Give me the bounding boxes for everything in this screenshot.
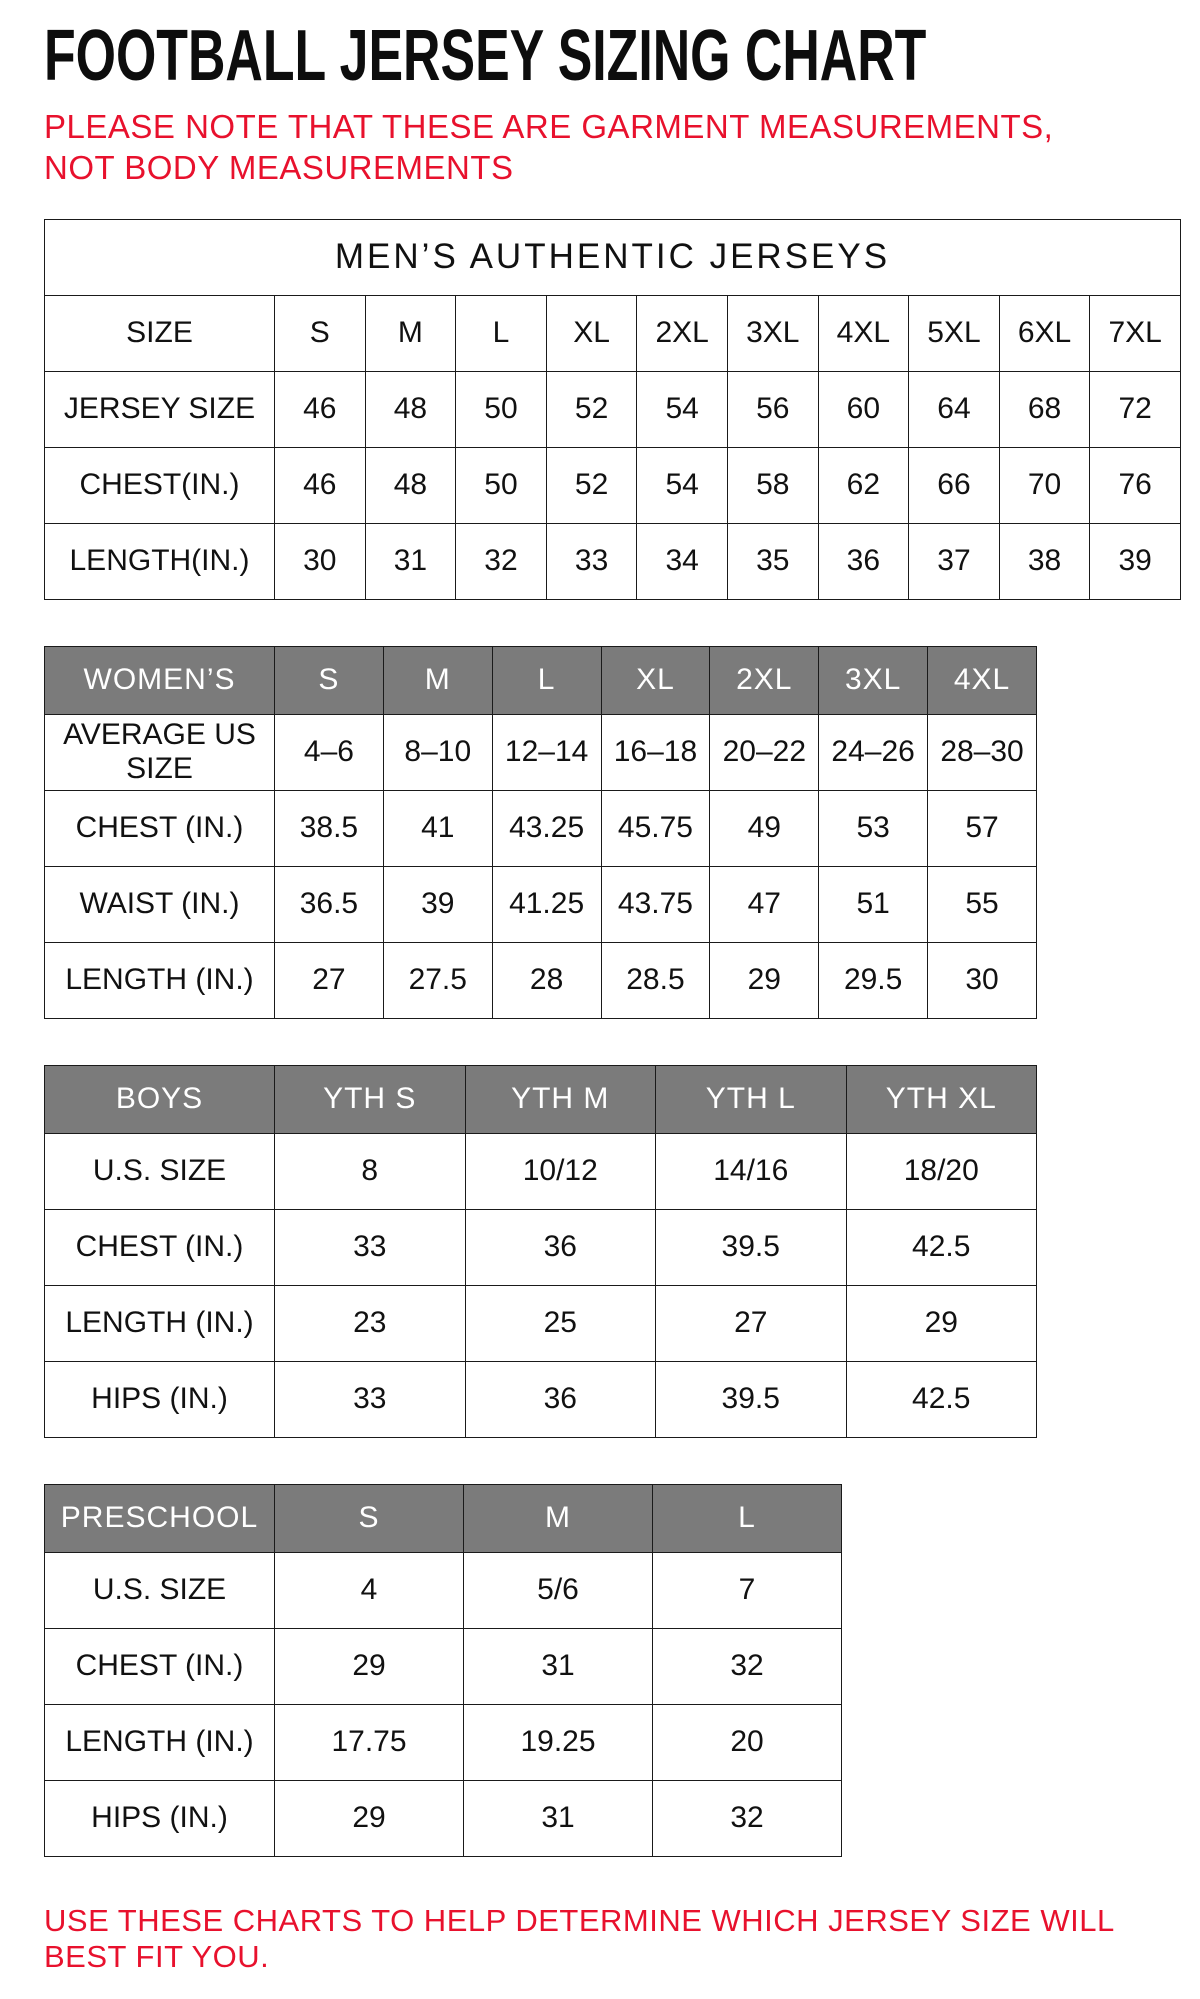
value-cell: 27 <box>656 1285 847 1361</box>
value-cell: 32 <box>456 523 547 599</box>
header-size-cell: 2XL <box>710 646 819 714</box>
value-cell: 28.5 <box>601 942 710 1018</box>
value-cell: 4–6 <box>275 714 384 790</box>
value-cell: 29 <box>275 1780 464 1856</box>
row-label-cell: LENGTH (IN.) <box>45 1285 275 1361</box>
value-cell: 37 <box>909 523 1000 599</box>
row-label-cell: AVERAGE US SIZE <box>45 714 275 790</box>
value-cell: 18/20 <box>846 1133 1037 1209</box>
value-cell: 39.5 <box>656 1209 847 1285</box>
value-cell: 41.25 <box>492 866 601 942</box>
value-cell: 29.5 <box>819 942 928 1018</box>
value-cell: 31 <box>365 523 456 599</box>
table-row <box>45 714 1037 790</box>
value-cell: 50 <box>456 371 547 447</box>
value-cell: 25 <box>465 1285 656 1361</box>
header-size-cell: 3XL <box>819 646 928 714</box>
value-cell: 23 <box>275 1285 466 1361</box>
value-cell: 42.5 <box>846 1361 1037 1437</box>
header-size-cell: L <box>492 646 601 714</box>
header-size-cell: YTH L <box>656 1065 847 1133</box>
value-cell: 48 <box>365 447 456 523</box>
value-cell: 55 <box>928 866 1037 942</box>
header-size-cell: L <box>653 1484 842 1552</box>
header-label-cell: BOYS <box>45 1065 275 1133</box>
value-cell: 68 <box>999 371 1090 447</box>
value-cell: 54 <box>637 371 728 447</box>
value-cell: 66 <box>909 447 1000 523</box>
table-row <box>45 942 1037 1018</box>
value-cell: 29 <box>710 942 819 1018</box>
value-cell: 6XL <box>999 295 1090 371</box>
value-cell: 36.5 <box>275 866 384 942</box>
page-title: FOOTBALL JERSEY SIZING CHART <box>44 16 927 96</box>
value-cell: 60 <box>818 371 909 447</box>
value-cell: 76 <box>1090 447 1181 523</box>
table-row <box>45 1552 842 1628</box>
value-cell: 32 <box>653 1628 842 1704</box>
header-size-cell: S <box>275 646 384 714</box>
header-label-cell: PRESCHOOL <box>45 1484 275 1552</box>
banner-row <box>45 219 1181 295</box>
value-cell: 33 <box>546 523 637 599</box>
table-row <box>45 1704 842 1780</box>
value-cell: 33 <box>275 1361 466 1437</box>
value-cell: 52 <box>546 371 637 447</box>
value-cell: 33 <box>275 1209 466 1285</box>
value-cell: L <box>456 295 547 371</box>
value-cell: 3XL <box>727 295 818 371</box>
row-label-cell: CHEST (IN.) <box>45 1628 275 1704</box>
header-size-cell: YTH XL <box>846 1065 1037 1133</box>
value-cell: 29 <box>846 1285 1037 1361</box>
value-cell: 27 <box>275 942 384 1018</box>
value-cell: 28–30 <box>928 714 1037 790</box>
value-cell: 35 <box>727 523 818 599</box>
value-cell: 39.5 <box>656 1361 847 1437</box>
value-cell: 41 <box>383 790 492 866</box>
row-label-cell: WAIST (IN.) <box>45 866 275 942</box>
value-cell: 56 <box>727 371 818 447</box>
value-cell: 47 <box>710 866 819 942</box>
value-cell: 5XL <box>909 295 1000 371</box>
footer-note: USE THESE CHARTS TO HELP DETERMINE WHICH JERSEY SIZE WILL BEST FIT YOU. <box>44 1902 1114 1974</box>
value-cell: M <box>365 295 456 371</box>
value-cell: 19.25 <box>464 1704 653 1780</box>
row-label-cell: HIPS (IN.) <box>45 1780 275 1856</box>
value-cell: 46 <box>275 447 366 523</box>
header-size-cell: M <box>464 1484 653 1552</box>
value-cell: 34 <box>637 523 728 599</box>
value-cell: 36 <box>818 523 909 599</box>
sizing-tables-container <box>44 219 1180 1857</box>
sizing-table-womens <box>44 646 1037 1019</box>
value-cell: 46 <box>275 371 366 447</box>
row-label-cell: LENGTH (IN.) <box>45 1704 275 1780</box>
value-cell: 7XL <box>1090 295 1181 371</box>
table-row <box>45 1209 1037 1285</box>
table-row <box>45 1285 1037 1361</box>
value-cell: 14/16 <box>656 1133 847 1209</box>
value-cell: 45.75 <box>601 790 710 866</box>
value-cell: 39 <box>1090 523 1181 599</box>
value-cell: 20 <box>653 1704 842 1780</box>
table-row <box>45 1361 1037 1437</box>
table-row <box>45 1628 842 1704</box>
table-row <box>45 790 1037 866</box>
value-cell: 42.5 <box>846 1209 1037 1285</box>
value-cell: 31 <box>464 1628 653 1704</box>
sizing-table-mens <box>44 219 1181 600</box>
table-row <box>45 447 1181 523</box>
table-section-mens <box>44 219 1180 600</box>
value-cell: 70 <box>999 447 1090 523</box>
row-label-cell: JERSEY SIZE <box>45 371 275 447</box>
header-size-cell: S <box>275 1484 464 1552</box>
sizing-table-preschool <box>44 1484 842 1857</box>
value-cell: 30 <box>275 523 366 599</box>
value-cell: 62 <box>818 447 909 523</box>
row-label-cell: CHEST(IN.) <box>45 447 275 523</box>
header-size-cell: 4XL <box>928 646 1037 714</box>
value-cell: 8–10 <box>383 714 492 790</box>
table-row <box>45 866 1037 942</box>
value-cell: 7 <box>653 1552 842 1628</box>
value-cell: 30 <box>928 942 1037 1018</box>
garment-measurements-note: PLEASE NOTE THAT THESE ARE GARMENT MEASUREMENTS, NOT BODY MEASUREMENTS <box>44 108 1054 187</box>
value-cell: 43.25 <box>492 790 601 866</box>
value-cell: 24–26 <box>819 714 928 790</box>
table-row <box>45 1780 842 1856</box>
row-label-cell: CHEST (IN.) <box>45 790 275 866</box>
header-size-cell: XL <box>601 646 710 714</box>
value-cell: 53 <box>819 790 928 866</box>
header-row <box>45 1065 1037 1133</box>
row-label-cell: CHEST (IN.) <box>45 1209 275 1285</box>
value-cell: 32 <box>653 1780 842 1856</box>
table-banner-mens: MEN’S AUTHENTIC JERSEYS <box>45 219 1181 295</box>
header-size-cell: M <box>383 646 492 714</box>
value-cell: 27.5 <box>383 942 492 1018</box>
header-row <box>45 1484 842 1552</box>
table-row <box>45 523 1181 599</box>
table-row <box>45 295 1181 371</box>
header-row <box>45 646 1037 714</box>
value-cell: 5/6 <box>464 1552 653 1628</box>
value-cell: 10/12 <box>465 1133 656 1209</box>
value-cell: 43.75 <box>601 866 710 942</box>
value-cell: 4XL <box>818 295 909 371</box>
value-cell: 2XL <box>637 295 728 371</box>
table-section-preschool <box>44 1484 1180 1857</box>
table-section-womens <box>44 646 1180 1019</box>
value-cell: 49 <box>710 790 819 866</box>
value-cell: 12–14 <box>492 714 601 790</box>
value-cell: 52 <box>546 447 637 523</box>
value-cell: 16–18 <box>601 714 710 790</box>
table-row <box>45 1133 1037 1209</box>
value-cell: XL <box>546 295 637 371</box>
value-cell: 36 <box>465 1361 656 1437</box>
table-row <box>45 371 1181 447</box>
value-cell: 39 <box>383 866 492 942</box>
value-cell: 8 <box>275 1133 466 1209</box>
value-cell: 17.75 <box>275 1704 464 1780</box>
row-label-cell: LENGTH(IN.) <box>45 523 275 599</box>
value-cell: 72 <box>1090 371 1181 447</box>
row-label-cell: SIZE <box>45 295 275 371</box>
value-cell: 4 <box>275 1552 464 1628</box>
row-label-cell: U.S. SIZE <box>45 1133 275 1209</box>
row-label-cell: HIPS (IN.) <box>45 1361 275 1437</box>
value-cell: 31 <box>464 1780 653 1856</box>
table-section-boys <box>44 1065 1180 1438</box>
value-cell: 54 <box>637 447 728 523</box>
value-cell: 64 <box>909 371 1000 447</box>
value-cell: 38 <box>999 523 1090 599</box>
value-cell: 36 <box>465 1209 656 1285</box>
value-cell: 51 <box>819 866 928 942</box>
row-label-cell: LENGTH (IN.) <box>45 942 275 1018</box>
value-cell: 58 <box>727 447 818 523</box>
value-cell: 50 <box>456 447 547 523</box>
value-cell: 48 <box>365 371 456 447</box>
value-cell: 29 <box>275 1628 464 1704</box>
header-label-cell: WOMEN’S <box>45 646 275 714</box>
value-cell: 57 <box>928 790 1037 866</box>
header-size-cell: YTH S <box>275 1065 466 1133</box>
value-cell: 38.5 <box>275 790 384 866</box>
row-label-cell: U.S. SIZE <box>45 1552 275 1628</box>
value-cell: 28 <box>492 942 601 1018</box>
sizing-table-boys <box>44 1065 1037 1438</box>
value-cell: 20–22 <box>710 714 819 790</box>
value-cell: S <box>275 295 366 371</box>
header-size-cell: YTH M <box>465 1065 656 1133</box>
